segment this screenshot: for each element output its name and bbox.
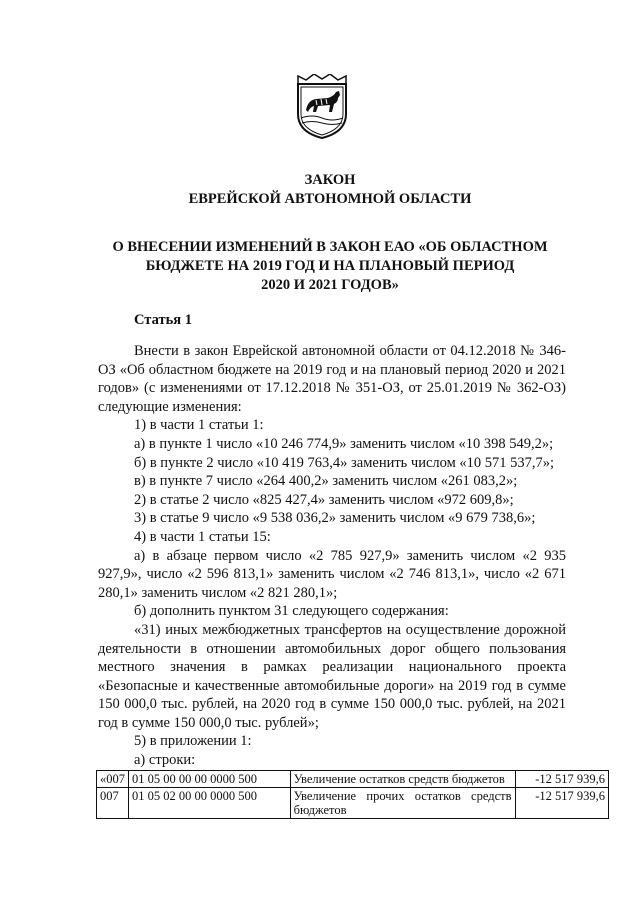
law-title [80,238,580,295]
law-label: ЗАКОН [304,172,356,188]
budget-rows-table [96,770,609,819]
title-line: БЮДЖЕТЕ НА 2019 ГОД И НА ПЛАНОВЫЙ ПЕРИОД [145,258,515,274]
table-cell: Увеличение остатков средств бюджетов [290,771,515,788]
table-cell: -12 517 939,6 [515,771,608,788]
table-cell: Увеличение прочих остатков средств бюджетов [290,788,515,819]
paragraph: б) дополнить пунктом 31 следующего содержания: [134,603,449,620]
paragraph: а) в абзаце первом число «2 785 927,9» заменить числом «2 935 927,9», число «2 596 813,1» заменить числом «2 746 813,1», число «2 671 280,1» заменить числом «2 821 280,1»; [98,547,566,601]
table-cell: 01 05 02 00 00 0000 500 [129,788,291,819]
paragraph: 2) в статье 2 число «825 427,4» заменить числом «972 609,8»; [134,491,514,508]
title-line: О ВНЕСЕНИИ ИЗМЕНЕНИЙ В ЗАКОН ЕАО «ОБ ОБЛАСТНОМ [112,239,548,255]
law-heading [80,171,580,209]
region-name: ЕВРЕЙСКОЙ АВТОНОМНОЙ ОБЛАСТИ [188,191,472,207]
table-cell: -12 517 939,6 [515,788,608,819]
paragraph: б) в пункте 2 число «10 419 763,4» заменить числом «10 571 537,7»; [134,454,555,471]
paragraph: 1) в части 1 статьи 1: [134,417,264,434]
paragraph: 5) в приложении 1: [134,733,252,750]
table-row [97,771,609,788]
table-cell: 007 [97,788,129,819]
paragraph: а) строки: [134,752,196,769]
paragraph: 3) в статье 9 число «9 538 036,2» заменить числом «9 679 738,6»; [134,510,536,527]
table-cell: «007 [97,771,129,788]
paragraph: 4) в части 1 статьи 15: [134,528,271,545]
paragraph: в) в пункте 7 число «264 400,2» заменить числом «261 083,2»; [134,473,518,490]
paragraph: а) в пункте 1 число «10 246 774,9» заменить числом «10 398 549,2»; [134,435,554,452]
article-heading: Статья 1 [134,312,192,328]
table-row [97,788,609,819]
table-cell: 01 05 00 00 00 0000 500 [129,771,291,788]
article-body [98,342,566,770]
coat-of-arms-icon [292,74,352,140]
paragraph: «31) иных межбюджетных трансфертов на осуществление дорожной деятельности в отношении автомобильных дорог общего пользования местного значения в рамках реализации национального проекта «Безопасные и качественные автомобильные дороги» на 2019 год в сумме 150 000,0 тыс. рублей, на 2020 год в сумме 150 000,0 тыс. рублей, на 2021 год в сумме 150 000,0 тыс. рублей»; [98,621,566,731]
title-line: 2020 И 2021 ГОДОВ» [261,277,399,293]
paragraph: Внести в закон Еврейской автономной области от 04.12.2018 № 346-ОЗ «Об областном бюджете на 2019 год и на плановый период 2020 и 2021 годов» (с изменениями от 17.12.2018 № 351-ОЗ, от 25.01.2019 № 362-ОЗ) следующие изменения: [98,343,566,415]
